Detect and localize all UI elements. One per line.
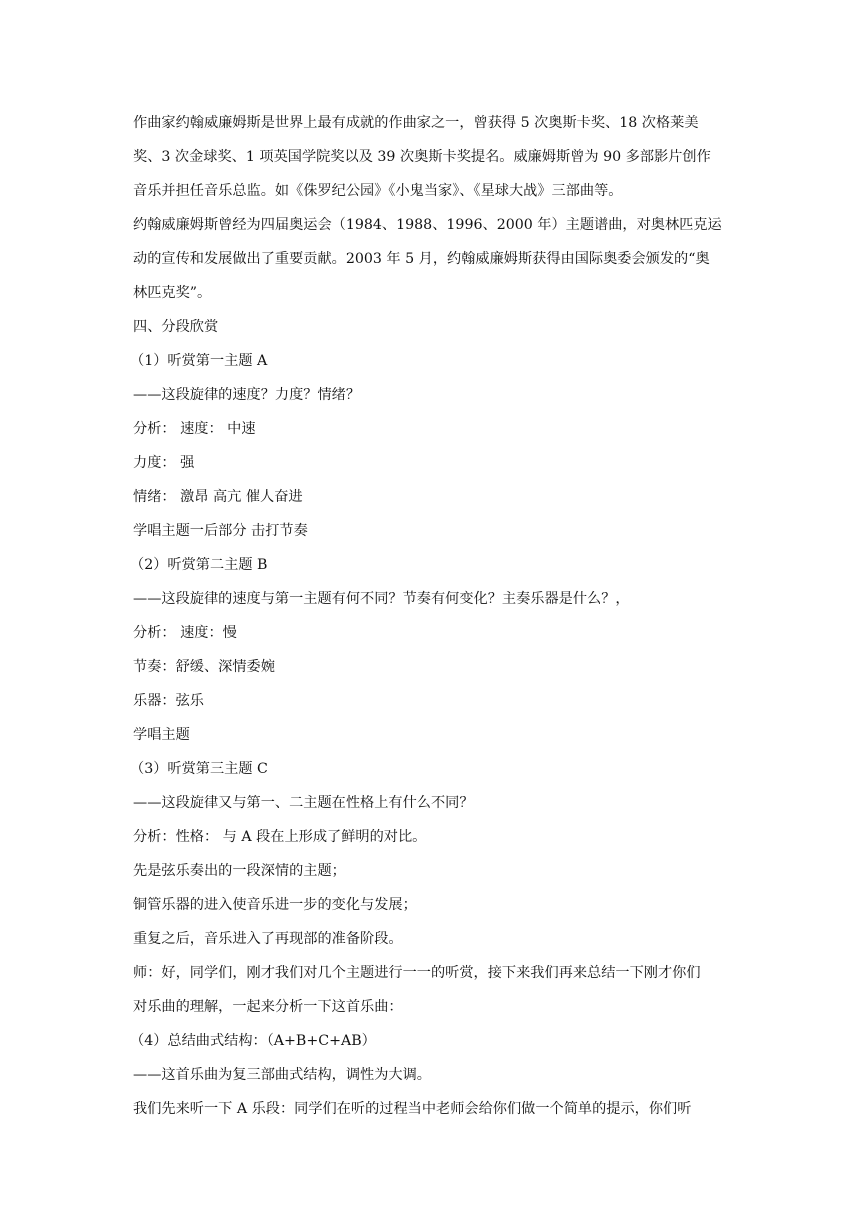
text-line: 学唱主题: [133, 727, 190, 743]
text-line: 分析： 速度： 中速: [133, 421, 256, 437]
text-line: 约翰威廉姆斯曾经为四届奥运会（1984、1988、1996、2000 年）主题谱曲，对奥林匹克运: [133, 217, 722, 233]
text-line: 师：好，同学们，刚才我们对几个主题进行一一的听赏，接下来我们再来总结一下刚才你们: [133, 965, 701, 981]
text-line: ——这段旋律的速度与第一主题有何不同？节奏有何变化？主奏乐器是什么？，: [133, 591, 630, 607]
text-line: 动的宣传和发展做出了重要贡献。2003 年 5 月，约翰威廉姆斯获得由国际奥委会颁发的“奥: [133, 251, 710, 267]
text-line: 重复之后，音乐进入了再现部的准备阶段。: [133, 931, 403, 947]
text-line: ——这段旋律又与第一、二主题在性格上有什么不同？: [133, 795, 474, 811]
text-line: ——这段旋律的速度？力度？情绪？: [133, 387, 361, 403]
text-line: 音乐并担任音乐总监。如《侏罗纪公园》《小鬼当家》、《星球大战》三部曲等。: [133, 183, 623, 199]
text-line: 四、分段欣赏: [133, 319, 219, 335]
text-line: （1）听赏第一主题 A: [130, 353, 268, 369]
text-line: 作曲家约翰威廉姆斯是世界上最有成就的作曲家之一，曾获得 5 次奥斯卡奖、18 次格莱美: [133, 115, 699, 131]
text-line: 分析： 速度：慢: [133, 625, 237, 641]
text-line: 分析：性格： 与 A 段在上形成了鲜明的对比。: [133, 829, 427, 845]
text-line: 奖、3 次金球奖、1 项英国学院奖以及 39 次奥斯卡奖提名。威廉姆斯曾为 90 多部影片创作: [133, 149, 711, 165]
text-line: 乐器：弦乐: [133, 693, 204, 709]
text-line: 对乐曲的理解，一起来分析一下这首乐曲：: [133, 999, 403, 1015]
text-line: 节奏：舒缓、深情委婉: [133, 659, 275, 675]
text-line: 力度： 强: [133, 455, 195, 471]
text-line: （4）总结曲式结构：（A+B+C+AB）: [130, 1033, 376, 1049]
text-line: （2）听赏第二主题 B: [130, 557, 268, 573]
text-line: （3）听赏第三主题 C: [130, 761, 268, 777]
text-line: 学唱主题一后部分 击打节奏: [133, 523, 308, 539]
text-line: 情绪： 激昂 高亢 催人奋进: [133, 489, 303, 505]
text-line: ——这首乐曲为复三部曲式结构，调性为大调。: [133, 1067, 431, 1083]
text-line: 先是弦乐奏出的一段深情的主题；: [133, 863, 346, 879]
text-line: 铜管乐器的进入使音乐进一步的变化与发展；: [133, 897, 417, 913]
text-line: 我们先来听一下 A 乐段：同学们在听的过程当中老师会给你们做一个简单的提示，你们听: [133, 1101, 692, 1117]
document-body: [130, 106, 731, 1126]
text-line: 林匹克奖”。: [133, 285, 212, 301]
